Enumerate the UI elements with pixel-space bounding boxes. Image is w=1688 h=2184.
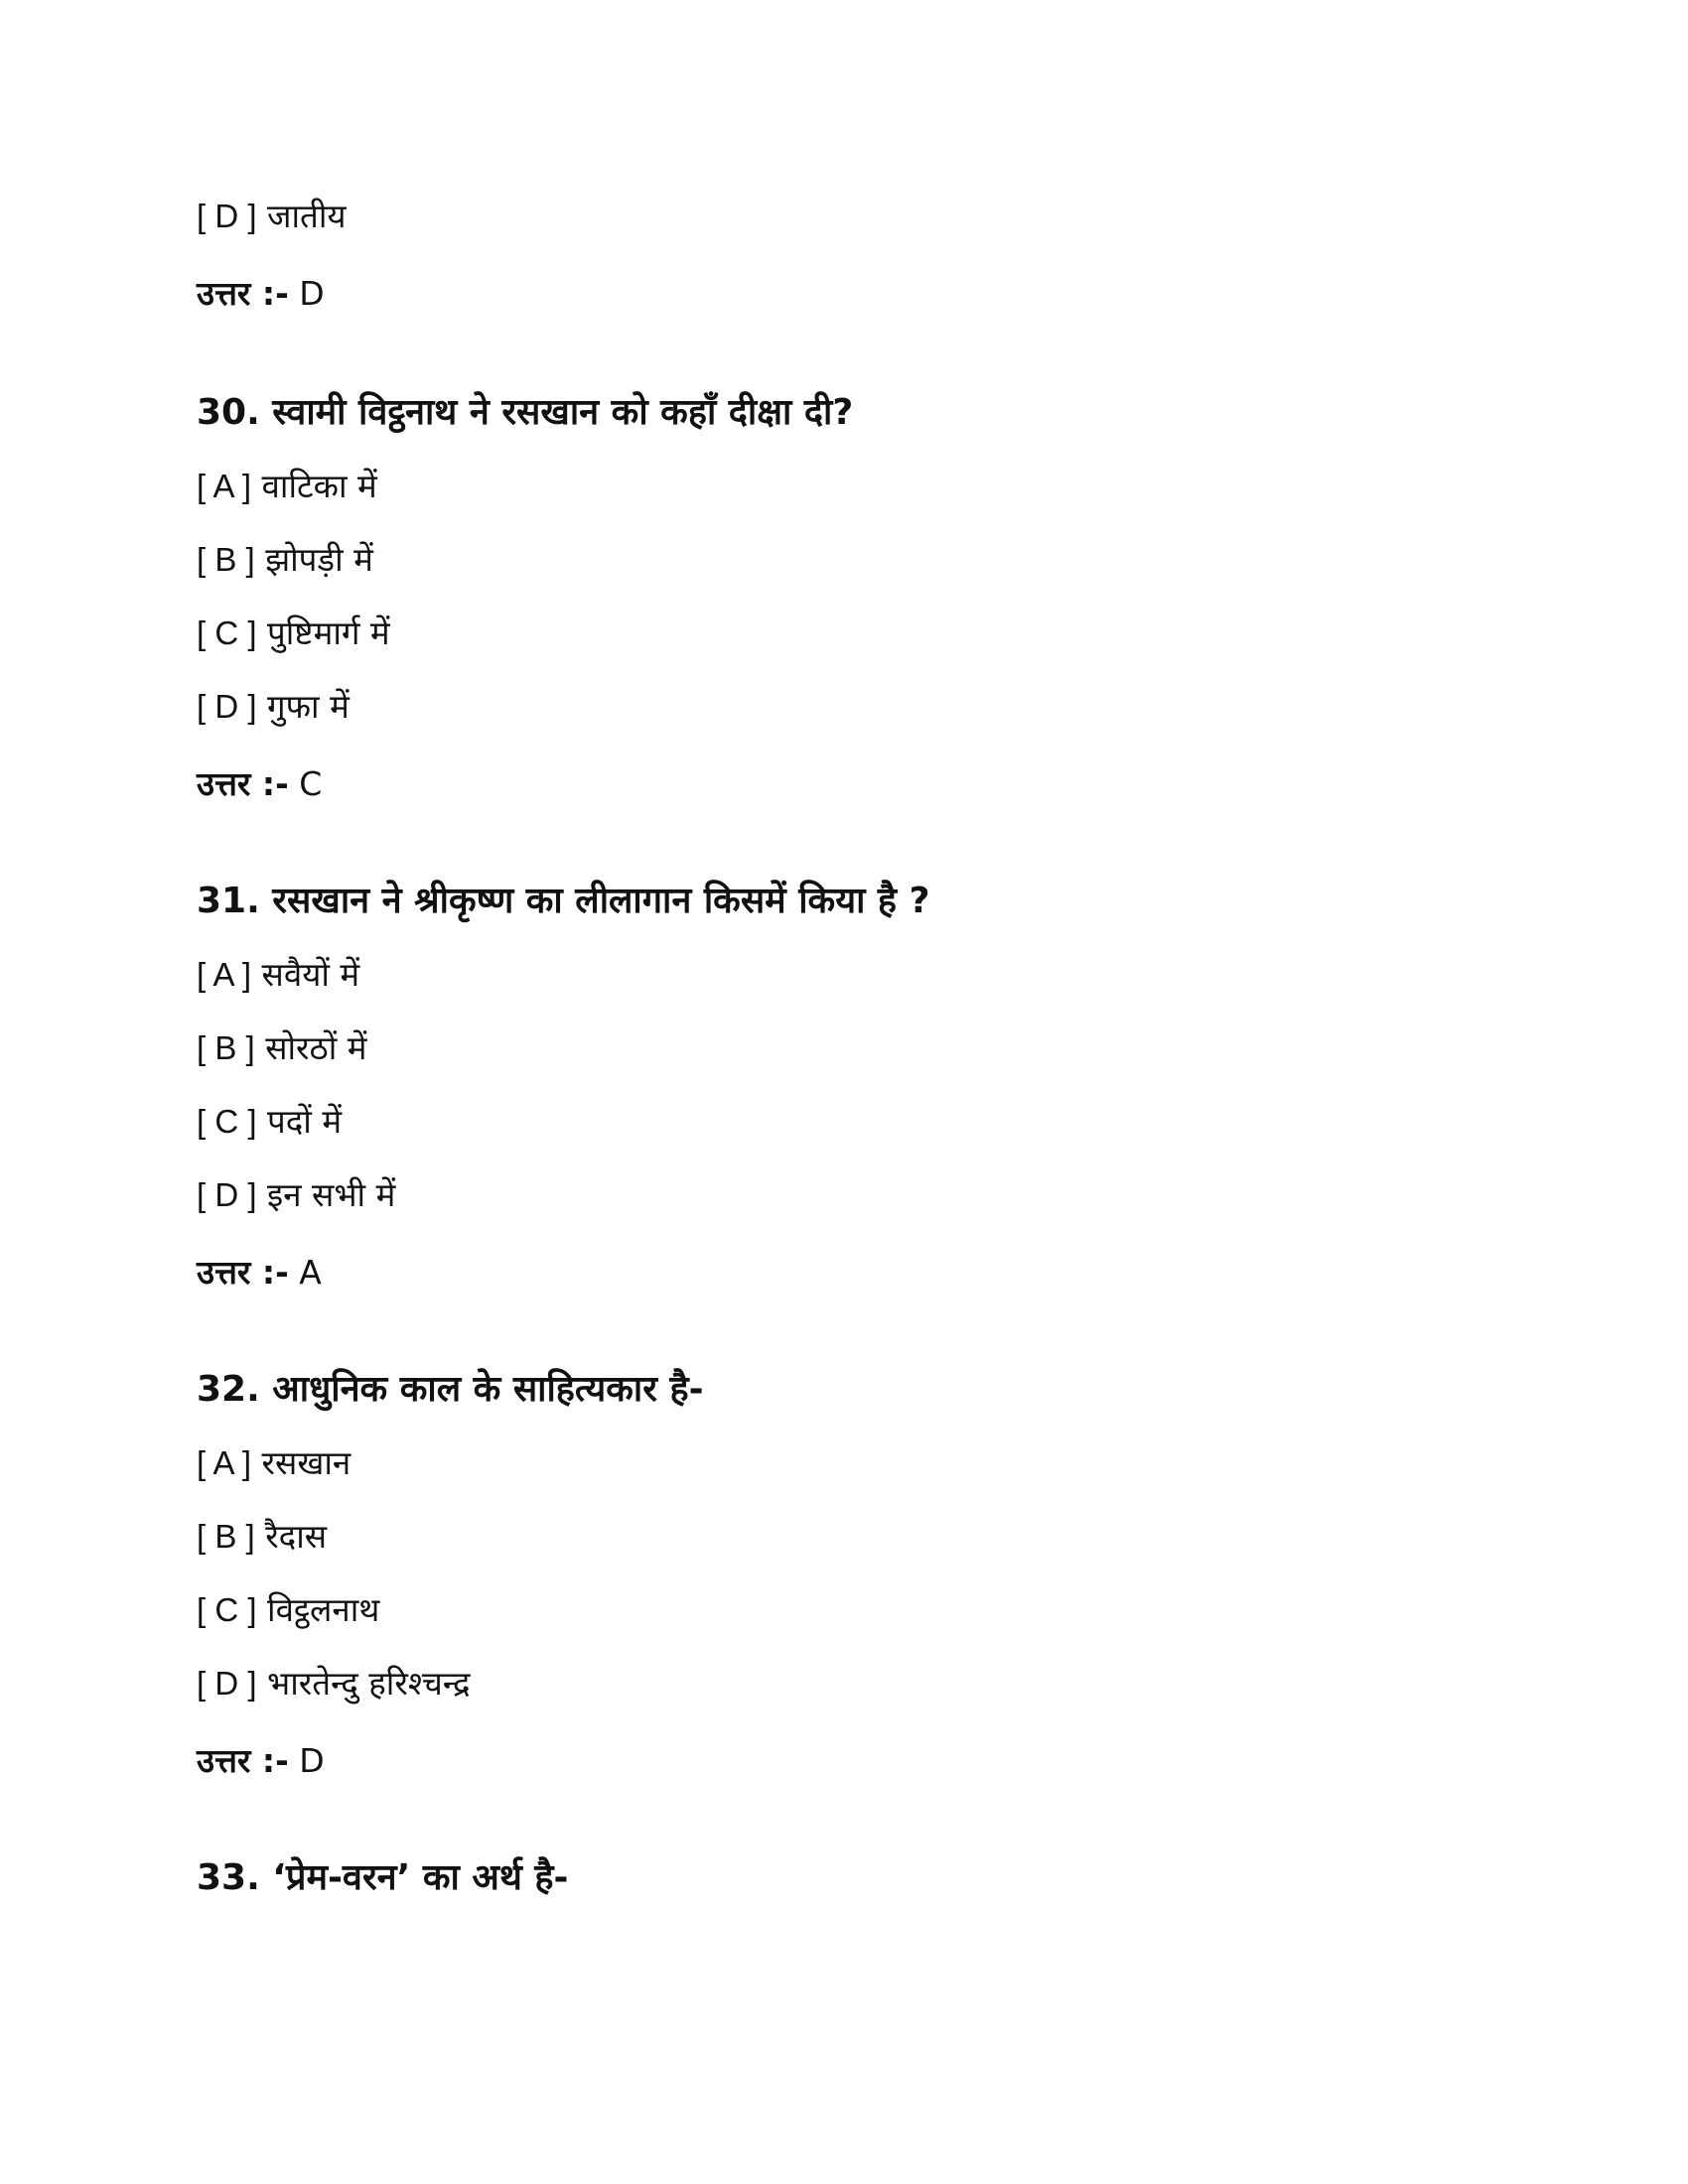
question-33: 33. ‘प्रेम-वरन’ का अर्थ है- <box>197 1857 569 1898</box>
answer-value: D <box>299 1741 325 1780</box>
option-text: सवैयों में <box>261 955 360 994</box>
answer-label: उत्तर :- <box>197 1741 289 1780</box>
option-b-q32 <box>197 1519 327 1555</box>
option-c-q32 <box>197 1592 379 1628</box>
option-text: पदों में <box>267 1102 343 1141</box>
question-31: 31. रसखान ने श्रीकृष्ण का लीलागान किसमें किया है ? <box>197 881 930 921</box>
option-key: [ D ] <box>197 198 257 234</box>
option-key: [ D ] <box>197 1176 257 1213</box>
option-c-q30 <box>197 615 390 651</box>
option-key: [ A ] <box>197 468 252 504</box>
answer-value: C <box>299 764 323 803</box>
option-text: रैदास <box>265 1517 328 1556</box>
option-key: [ A ] <box>197 956 252 993</box>
option-a-q31 <box>197 957 359 993</box>
question-32: 32. आधुनिक काल के साहित्यकार है- <box>197 1369 704 1410</box>
option-key: [ B ] <box>197 1029 255 1066</box>
option-text: रसखान <box>261 1443 352 1482</box>
answer-label: उत्तर :- <box>197 1253 289 1292</box>
option-key: [ B ] <box>197 541 255 578</box>
option-text: भारतेन्दु हरिश्चन्द्र <box>267 1664 471 1703</box>
question-30: 30. स्वामी विट्ठनाथ ने रसखान को कहाँ दीक्षा दी? <box>197 392 854 433</box>
answer-q31 <box>197 1255 322 1291</box>
option-text: पुष्टिमार्ग में <box>267 614 390 652</box>
answer-q29 <box>197 276 325 312</box>
answer-label: उत्तर :- <box>197 274 289 313</box>
option-text: इन सभी में <box>267 1175 396 1214</box>
option-text: वाटिका में <box>261 467 377 505</box>
option-d-q30 <box>197 689 350 725</box>
option-key: [ D ] <box>197 1665 257 1702</box>
option-a-q32 <box>197 1445 351 1481</box>
option-text: झोपड़ी में <box>265 540 373 579</box>
answer-q30 <box>197 766 322 802</box>
answer-value: A <box>299 1253 322 1292</box>
option-key: [ D ] <box>197 688 257 725</box>
answer-value: D <box>299 274 325 313</box>
answer-label: उत्तर :- <box>197 764 289 803</box>
option-key: [ A ] <box>197 1444 252 1481</box>
option-c-q31 <box>197 1104 342 1140</box>
option-d-q31 <box>197 1177 395 1213</box>
option-d-q32 <box>197 1666 471 1702</box>
option-key: [ C ] <box>197 1591 257 1628</box>
option-a-q30 <box>197 469 377 504</box>
option-text: जातीय <box>267 197 347 235</box>
option-key: [ C ] <box>197 1103 257 1140</box>
option-text: विट्ठलनाथ <box>267 1590 380 1629</box>
option-key: [ C ] <box>197 614 257 651</box>
option-d-q29 <box>197 199 347 234</box>
answer-q32 <box>197 1743 325 1779</box>
option-b-q31 <box>197 1030 366 1066</box>
option-text: सोरठों में <box>265 1028 367 1067</box>
option-key: [ B ] <box>197 1518 255 1555</box>
option-b-q30 <box>197 542 373 578</box>
option-text: गुफा में <box>267 687 350 726</box>
